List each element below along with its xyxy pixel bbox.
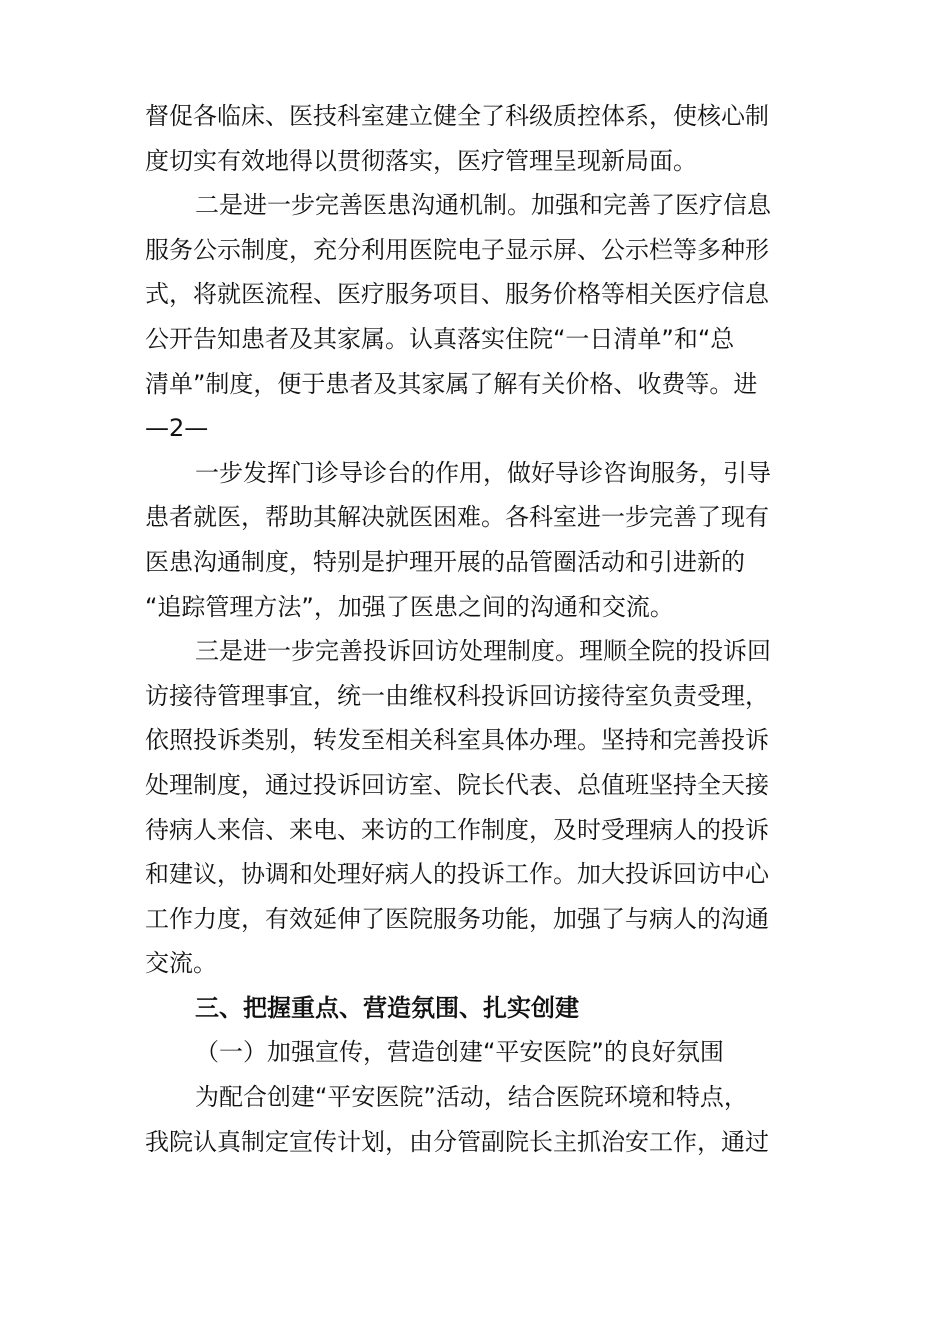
- text-line: 医患沟通制度，特别是护理开展的品管圈活动和引进新的: [145, 547, 745, 576]
- text-line: “追踪管理方法”，加强了医患之间的沟通和交流。: [145, 592, 674, 621]
- text-line: 督促各临床、医技科室建立健全了科级质控体系，使核心制: [145, 102, 769, 130]
- text-line: 处理制度，通过投诉回访室、院长代表、总值班坚持全天接: [145, 770, 769, 799]
- text-line: 公开告知患者及其家属。认真落实住院“一日清单”和“总: [145, 324, 735, 353]
- text-line: 三是进一步完善投诉回访处理制度。理顺全院的投诉回: [195, 637, 771, 666]
- section-heading: 三、把握重点、营造氛围、扎实创建: [195, 993, 579, 1022]
- text-line: 式，将就医流程、医疗服务项目、服务价格等相关医疗信息: [145, 280, 769, 309]
- text-line: 清单”制度，便于患者及其家属了解有关价格、收费等。进: [145, 369, 758, 398]
- text-line: 依照投诉类别，转发至相关科室具体办理。坚持和完善投诉: [145, 726, 769, 755]
- text-line: 交流。: [145, 949, 217, 978]
- text-line: 服务公示制度，充分利用医院电子显示屏、公示栏等多种形: [145, 235, 769, 264]
- text-line: （一）加强宣传，营造创建“平安医院”的良好氛围: [195, 1038, 724, 1067]
- text-line: 访接待管理事宜，统一由维权科投诉回访接待室负责受理，: [145, 681, 769, 710]
- document-body: [145, 94, 810, 1164]
- text-line: 二是进一步完善医患沟通机制。加强和完善了医疗信息: [195, 191, 771, 220]
- text-line: 待病人来信、来电、来访的工作制度，及时受理病人的投诉: [145, 815, 769, 844]
- page-number: —2—: [145, 414, 209, 443]
- text-line: 和建议，协调和处理好病人的投诉工作。加大投诉回访中心: [145, 860, 769, 889]
- text-line: 我院认真制定宣传计划，由分管副院长主抓治安工作，通过: [145, 1127, 769, 1156]
- text-line: 工作力度，有效延伸了医院服务功能，加强了与病人的沟通: [145, 904, 769, 933]
- text-line: 一步发挥门诊导诊台的作用，做好导诊咨询服务，引导: [195, 458, 771, 487]
- text-line: 度切实有效地得以贯彻落实，医疗管理呈现新局面。: [145, 146, 697, 175]
- text-line: 患者就医，帮助其解决就医困难。各科室进一步完善了现有: [145, 503, 769, 532]
- text-line: 为配合创建“平安医院”活动，结合医院环境和特点，: [195, 1083, 748, 1112]
